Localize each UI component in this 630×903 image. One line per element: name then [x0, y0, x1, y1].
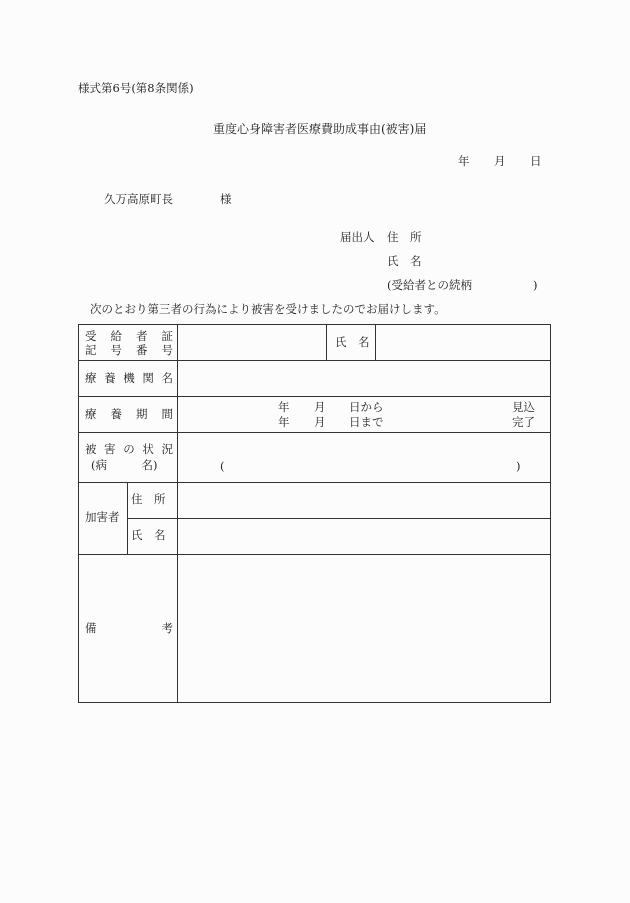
label-char: 養: [104, 371, 116, 385]
col-divider: [375, 325, 376, 360]
col-divider: [127, 482, 128, 554]
offender-name-label: 氏 名: [131, 528, 166, 542]
period-label: [85, 409, 173, 421]
label-char: 機: [123, 371, 135, 385]
recipient-id-field[interactable]: [179, 326, 325, 359]
period-from-day: 日から: [349, 400, 384, 414]
offender-label: 加害者: [85, 510, 120, 524]
label-char: 受: [85, 329, 97, 343]
period-status-estimate: 見込: [512, 400, 535, 414]
label-char: 状: [142, 442, 154, 456]
notifier-label: 届出人: [340, 230, 375, 244]
row-divider: [79, 432, 550, 433]
intro-text: 次のとおり第三者の行為により被害を受けましたのでお届けします。: [90, 302, 446, 316]
label-char: 療: [85, 371, 97, 385]
label-char: 名: [161, 371, 173, 385]
notifier-relation-label: (受給者との続柄: [387, 278, 472, 292]
remarks-field[interactable]: [179, 556, 549, 701]
date-month: 月: [494, 154, 506, 168]
row-divider: [79, 554, 550, 555]
period-from-year: 年: [278, 400, 290, 414]
notifier-name-label: 氏 名: [387, 254, 422, 268]
recipient-id-label-line1: [85, 331, 173, 343]
date-day: 日: [530, 154, 542, 168]
name-field[interactable]: [377, 326, 549, 359]
period-from-month: 月: [314, 400, 326, 414]
remarks-label: [85, 623, 173, 635]
label-char: 期: [136, 407, 148, 421]
notification-table: [78, 324, 551, 703]
period-status-completed: 完了: [512, 415, 535, 429]
period-to-month: 月: [314, 415, 326, 429]
label-char: 証: [161, 329, 173, 343]
notifier-relation-close: ): [533, 278, 538, 292]
form-number: 様式第6号(第8条関係): [78, 81, 194, 95]
notifier-address-label: 住 所: [387, 230, 422, 244]
col-divider: [177, 325, 178, 702]
disease-paren-close: ): [516, 459, 521, 473]
disease-label: (病 名): [91, 458, 158, 472]
institution-label: [85, 373, 173, 385]
col-divider: [326, 325, 327, 360]
disease-paren-open: (: [220, 459, 225, 473]
label-char: 療: [85, 407, 97, 421]
label-char: 間: [161, 407, 173, 421]
damage-label: [85, 444, 173, 456]
label-char: 記: [85, 343, 97, 357]
institution-field[interactable]: [179, 362, 549, 395]
label-char: 考: [161, 621, 173, 635]
period-to-year: 年: [278, 415, 290, 429]
form-title: 重度心身障害者医療費助成事由(被害)届: [213, 122, 427, 136]
label-char: 者: [136, 329, 148, 343]
offender-address-label: 住 所: [131, 492, 166, 506]
label-char: 関: [142, 371, 154, 385]
label-char: 号: [110, 343, 122, 357]
row-divider: [79, 360, 550, 361]
label-char: 害: [104, 442, 116, 456]
offender-address-field[interactable]: [179, 483, 549, 517]
period-to-day: 日まで: [349, 415, 384, 429]
label-char: 番: [136, 343, 148, 357]
addressee-honorific: 様: [220, 192, 232, 206]
label-char: 備: [85, 621, 97, 635]
offender-name-field[interactable]: [179, 519, 549, 553]
label-char: 被: [85, 442, 97, 456]
date-year: 年: [458, 154, 470, 168]
name-label: 氏 名: [335, 335, 370, 349]
label-char: 養: [110, 407, 122, 421]
recipient-id-label-line2: [85, 345, 173, 357]
label-char: 号: [161, 343, 173, 357]
label-char: 給: [110, 329, 122, 343]
label-char: 況: [161, 442, 173, 456]
label-char: の: [123, 442, 135, 456]
addressee-name: 久万高原町長: [104, 192, 173, 206]
row-divider: [79, 396, 550, 397]
